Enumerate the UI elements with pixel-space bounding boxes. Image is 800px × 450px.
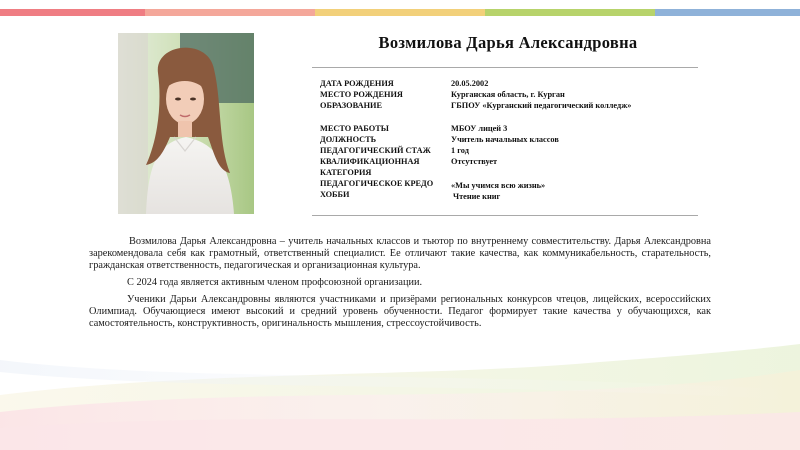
info-value: 20.05.2002 — [451, 79, 489, 88]
info-value: Курганская область, г. Курган — [451, 90, 565, 99]
bio-paragraph: Возмилова Дарья Александровна – учитель начальных классов и тьютор по внутреннему совместительству. Дарья Александровна зарекомендовала себя как грамотный, ответственный специалист. Ее отличают такие качества, как коммуникабельность, старательность, гражданская ответственность, педагогическая и организационная культура. — [89, 236, 711, 271]
info-label: ДАТА РОЖДЕНИЯ — [320, 79, 394, 88]
info-value: Чтение книг — [453, 192, 501, 201]
top-color-stripe — [0, 9, 800, 16]
stripe-segment — [145, 9, 315, 16]
divider-bottom — [312, 215, 698, 216]
info-label: ХОББИ — [320, 190, 350, 199]
info-value: 1 год — [451, 146, 469, 155]
stripe-segment — [655, 9, 800, 16]
stripe-segment — [485, 9, 655, 16]
info-label: МЕСТО РОЖДЕНИЯ — [320, 90, 403, 99]
stripe-segment — [0, 9, 145, 16]
info-value: МБОУ лицей 3 — [451, 124, 508, 133]
info-label: ОБРАЗОВАНИЕ — [320, 101, 383, 110]
info-label: КАТЕГОРИЯ — [320, 168, 372, 177]
info-label: ДОЛЖНОСТЬ — [320, 135, 377, 144]
info-value: «Мы учимся всю жизнь» — [451, 181, 546, 190]
bio-paragraph: Ученики Дарьи Александровны являются участниками и призёрами региональных конкурсов чтецов, лицейских, всероссийских Олимпиад. Обучающиеся имеют высокий и средний уровень обученности. Педагог формирует такие качества у обучающихся, как самостоятельность, конструктивность, оригинальность мышления, стрессоустойчивость. — [89, 294, 711, 329]
portrait-illustration — [118, 33, 254, 214]
divider-top — [312, 67, 698, 68]
bio-paragraph: С 2024 года является активным членом профсоюзной организации. — [127, 277, 423, 288]
stripe-segment — [315, 9, 485, 16]
person-name: Возмилова Дарья Александровна — [378, 33, 638, 52]
info-value: Отсутствует — [451, 157, 498, 166]
info-value: ГБПОУ «Курганский педагогический колледж» — [451, 101, 632, 110]
portrait-photo — [118, 33, 254, 214]
info-label: КВАЛИФИКАЦИОННАЯ — [320, 157, 420, 166]
info-label: ПЕДАГОГИЧЕСКИЙ СТАЖ — [320, 146, 431, 155]
info-label: ПЕДАГОГИЧЕСКОЕ КРЕДО — [320, 179, 434, 188]
decorative-waves — [0, 300, 800, 450]
profile-info-table — [320, 78, 700, 206]
info-label: МЕСТО РАБОТЫ — [320, 124, 389, 133]
info-value: Учитель начальных классов — [451, 135, 559, 144]
